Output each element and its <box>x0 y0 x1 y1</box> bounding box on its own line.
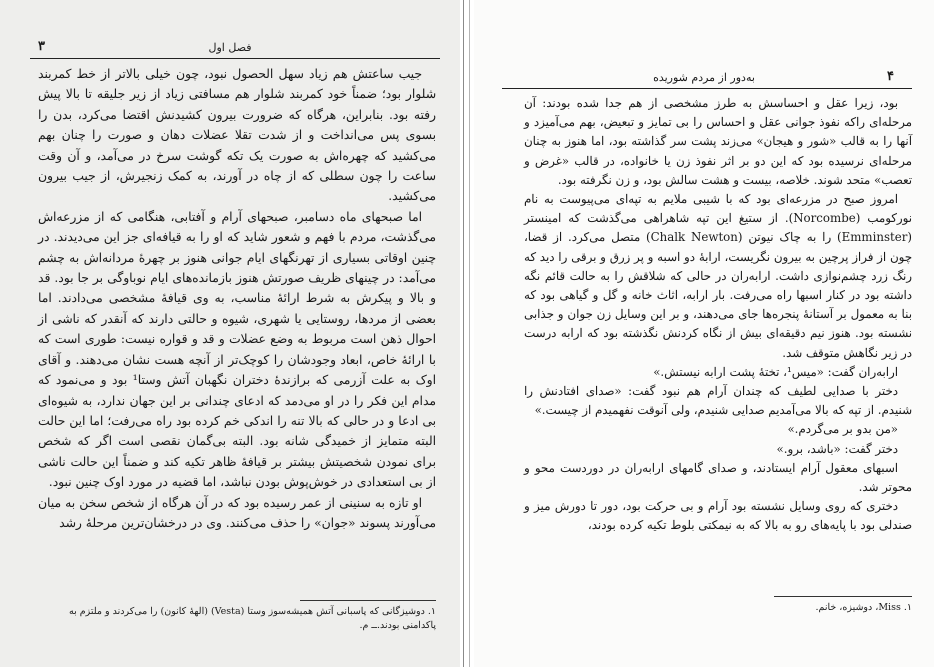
paragraph: جیب ساعتش هم زیاد سهل الحصول نبود، چون خیلی بالاتر از خط کمربند شلوار بود؛ ضمناً خود کمربند شلوار هم مسافتی زیاد از زیر جلیقه تا بالا پیش رفته بود. بنابراین، هرگاه که ضرورت بیرون کشیدنش اقتضا می‌کرد، بدن را بسوی پس می‌انداخت و از شدت تقلا عضلات دهان و صورت را چنان بهم می‌کشید که چهره‌اش به صورت یک تکه گوشت سرخ در می‌آمد، و آن وقت ساعت را چون سطلی که از چاه در آورند، به کمک زنجیرش، از جیب بیرون می‌کشید. <box>38 67 436 204</box>
paragraph: دختری که روی وسایل نشسته بود آرام و بی حرکت بود، دور تا دورش میز و صندلی بود با پایه‌های رو به بالا که به نیمکتی بلوط تکیه کرده بودند، <box>524 499 912 533</box>
right-running-head-bar <box>474 70 934 86</box>
book-spine <box>460 0 474 667</box>
right-header-rule <box>502 88 912 89</box>
paragraph: او تازه به سنینی از عمر رسیده بود که در آن هرگاه از شخص سخن به میان می‌آورند پسوند «جوان» را حذف می‌کنند. وی در درخشان‌ترین مرحلهٔ رشد <box>38 495 436 530</box>
paragraph: بود، زیرا عقل و احساسش به طرز مشخصی از هم جدا شده بودند: آن مرحله‌ای راکه نفوذ جوانی عقل و احساس را بی تمایز و تبعیض، بهم می‌آمیزد و آنها را به قالب «شور و هیجان» می‌زند پشت سر گذاشته بود، اما هنوز به چنان مرحله‌ای نرسیده بود که این دو بر اثر نفوذ زن یا خانواده، در قالب «غرض و تعصب» متحد شوند. خلاصه، بیست و هشت سالش بود، و زن نگرفته بود. <box>524 96 912 187</box>
right-page <box>474 0 934 667</box>
right-footnote: ۱. Miss، دوشیزه، خانم. <box>815 602 912 613</box>
paragraph: اسبهای معقول آرام ایستادند، و صدای گامهای ارابه‌ران در دوردست محو و محوتر شد. <box>524 460 912 495</box>
left-body-text <box>38 64 436 533</box>
left-header-rule <box>30 58 440 59</box>
paragraph: «من بدو بر می‌گردم.» <box>787 422 898 437</box>
right-body-text <box>524 94 912 536</box>
left-running-head: فصل اول <box>208 41 252 54</box>
paragraph: دختر با صدایی لطیف که چندان آرام هم نبود گفت: «صدای افتادنش را شنیدم. از تپه که بالا می‌آمدیم صدایی شنیدم، ولی آنوقت نفهمیدم از چیست.» <box>524 384 912 418</box>
right-running-head: به‌دور از مردم شوریده <box>653 71 755 84</box>
left-running-head-bar <box>0 40 460 56</box>
paragraph: ارابه‌ران گفت: «میس¹، تختهٔ پشت ارابه نیستش.» <box>653 364 898 379</box>
left-page <box>0 0 460 667</box>
paragraph: دختر گفت: «باشد، برو.» <box>776 441 898 456</box>
left-page-number: ۳ <box>38 39 45 54</box>
left-footnote: ۱. دوشیزگانی که پاسبانی آتش همیشه‌سوز وستا (Vesta) (الههٔ کانون) را می‌کردند و ملتزم به پاکدامنی بودند.ــ م. <box>69 606 436 631</box>
paragraph: امروز صبح در مزرعه‌ای بود که با شیبی ملایم به تپه‌ای می‌پیوست به نام نورکومب (Norcombe). از ستیغ این تپه شاهراهی می‌گذشت که امینستر (Emminster) را به چاک نیوتن (Chalk Newton) متصل می‌کرد. از قضا، چون از فراز پرچین به بیرون نگریست، ارابهٔ دو اسبه و پر زرق و برقی را دید که رنگ زرد چشم‌نوازی داشت. ارابه‌ران در حالی که شلاقش را به حالت قائم نگه داشته بود در کنار اسبها راه می‌رفت. بار ارابه، اثاث خانه و گل و گیاهی بود که بنا به معمول بر آستانهٔ پنجره‌ها جای می‌دهند، و بر این وسایل زن جوان و جذابی نشسته بود. هنوز نیم دقیقه‌ای بیش از نگاه کردنش نگذشته بود که ارابه درست در زیر نگاهش متوقف شد. <box>524 192 913 360</box>
paragraph: اما صبحهای ماه دسامبر، صبحهای آرام و آفتابی، هنگامی که از مزرعه‌اش می‌گذشت، مردم با فهم و شعور شاید که او را به قیافه‌ای جز این می‌دیدند. در چنین اوقاتی بسیاری از تهرنگهای ایام جوانی هنوز بر چهرهٔ مردانه‌اش به چشم می‌آمد: در چینهای ظریف صورتش هنوز بازمانده‌های ایام نوباوگی بر جا بود. قد و بالا و پیکرش به شرط ارائهٔ مناسب، به وی قیافهٔ مشخصی می‌دادند. اما بعضی از مردها، روستایی یا شهری، شیوه و حالتی دارند که آنقدر که ناشی از احوال ذهن است مربوط به وضع عضلات و قد و قواره نیست: طوری است که با ارائهٔ خاص، ابعاد وجودشان را کوچک‌تر از آنچه هست نشان می‌دهند. و آقای اوک به علت آزرمی که برازندهٔ دختران نگهبان آتش وستا¹ بود و می‌نمود که مدام این فکر را در او می‌دمد که ادعای چندانی بر این جهان ندارد، به شیوه‌ای بی ادعا و در حالی که بالا تنه را اندکی خم کرده بود راه می‌رفت؛ اما این حالت البته متمایز از خمیدگی شانه بود. البته بی‌گمان نقصی است اگر که شخص برای نمودن شخصیتش بیشتر بر قیافهٔ ظاهر تکیه کند و ضمناً این حالت ناشی از بی استعدادی در خوش‌پوش بودن نباشد، اما قضیه در مورد اوک چنین نبود. <box>38 209 437 490</box>
right-page-number: ۴ <box>887 69 894 84</box>
left-footnote-rule <box>300 600 436 601</box>
right-footnote-rule <box>774 596 912 597</box>
